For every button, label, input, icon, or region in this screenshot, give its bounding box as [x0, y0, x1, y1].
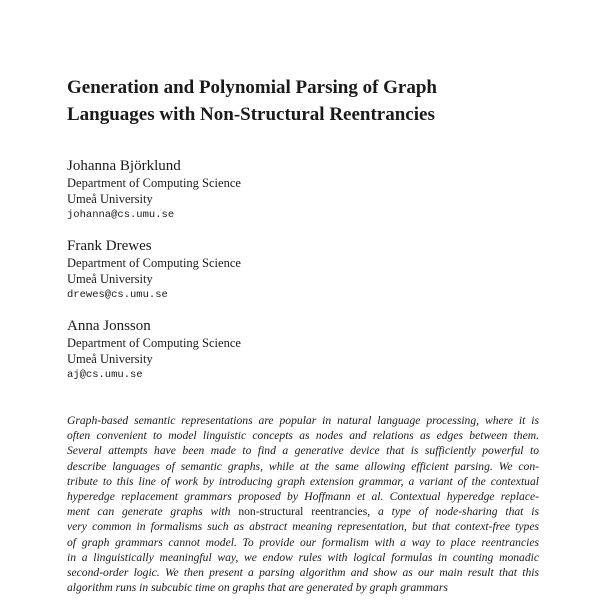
abstract-line: Graph-based semantic representations are popular in natural language processing, where it is — [67, 414, 539, 427]
author-department: Department of Computing Science — [67, 176, 241, 190]
abstract-line: in a linguistically meaningful way, we endow rules with logical formulas in counting monadic — [67, 550, 539, 564]
author-name: Anna Jonsson — [67, 318, 151, 334]
abstract-line-tail: , a type of node-sharing that is — [367, 505, 539, 519]
author-email: aj@cs.umu.se — [67, 369, 143, 381]
abstract — [67, 413, 539, 600]
author-name: Johanna Björklund — [67, 158, 181, 174]
abstract-line: describe languages of semantic graphs, while at the same allowing efficient parsing. We con- — [67, 459, 539, 473]
abstract-line: second-order logic. We then present a parsing algorithm and show as our main result that this — [67, 565, 539, 579]
abstract-line: algorithm runs in subcubic time on graphs that are generated by graph grammars — [67, 581, 448, 595]
author-block-3 — [67, 317, 467, 383]
abstract-line-head: ment can generate graphs with — [67, 505, 231, 519]
author-university: Umeå University — [67, 192, 153, 206]
author-university: Umeå University — [67, 352, 153, 366]
abstract-line: of graph grammars cannot model. To provide our formalism with a way to place reentrancies — [67, 535, 539, 549]
abstract-line: Several attempts have been made to find a generative device that is sufficiently powerful to — [67, 444, 539, 458]
paper-title-line-2: Languages with Non-Structural Reentrancies — [67, 104, 435, 125]
author-block-1 — [67, 157, 467, 223]
author-university: Umeå University — [67, 272, 153, 286]
author-email: drewes@cs.umu.se — [67, 289, 168, 301]
abstract-line: very common in formalisms such as abstract meaning representation, but that context-free types — [67, 520, 539, 534]
author-department: Department of Computing Science — [67, 336, 241, 350]
author-department: Department of Computing Science — [67, 256, 241, 270]
author-name: Frank Drewes — [67, 238, 152, 254]
abstract-line-with-emphasis — [67, 504, 539, 519]
abstract-line: hyperedge replacement grammars proposed by Hoffmann et al. Contextual hyperedge replace- — [67, 489, 539, 503]
author-block-2 — [67, 237, 467, 303]
abstract-line: tribute to this line of work by introducing graph extension grammar, a variant of the contextual — [67, 474, 539, 488]
paper-title — [67, 74, 537, 128]
author-email: johanna@cs.umu.se — [67, 209, 175, 221]
abstract-emphasis-term: non-structural reentrancies — [238, 505, 368, 519]
abstract-line: often convenient to model linguistic concepts as nodes and relations as edges between them. — [67, 429, 539, 443]
paper-title-line-1: Generation and Polynomial Parsing of Graph — [67, 77, 437, 98]
